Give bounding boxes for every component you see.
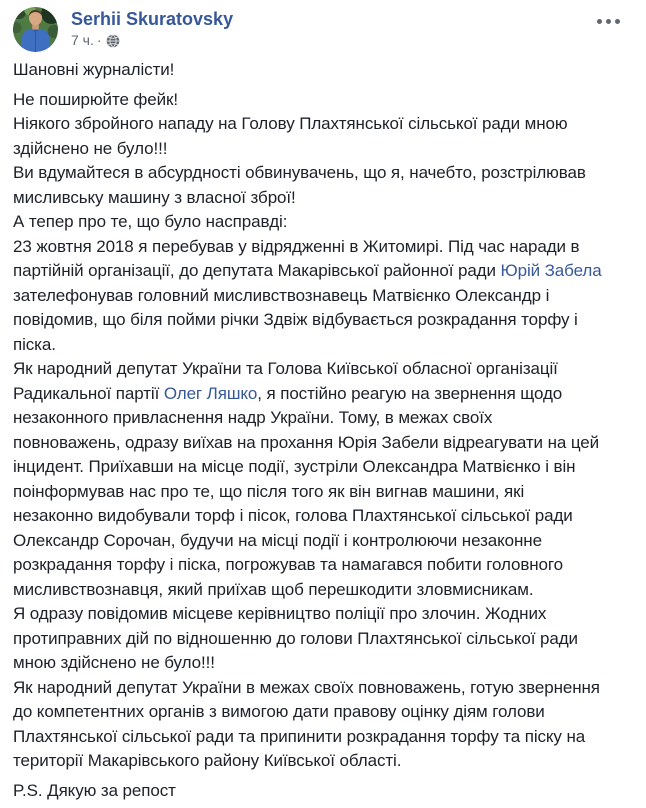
timestamp[interactable]: 7 ч. [71, 32, 94, 48]
text-line [13, 504, 640, 529]
text-line [13, 725, 640, 750]
text-segment: території Макарівського району Київської області. [13, 751, 402, 770]
text-segment: P.S. Дякую за репост [13, 780, 176, 800]
text-segment: розкрадання торфу і піска, погрожував та намагався побити головного [13, 555, 563, 574]
text-line [13, 112, 640, 137]
text-line [13, 578, 640, 603]
text-segment: А тепер про те, що було насправді: [13, 212, 288, 231]
text-segment: Я одразу повідомив місцеве керівництво поліції про злочин. Жодних [13, 604, 547, 623]
text-segment: партійній організації, до депутата Макарівської районної ради [13, 261, 501, 280]
more-options-icon [615, 19, 620, 24]
text-segment: Ви вдумайтеся в абсурдності обвинувачень, що я, начебто, розстрілював [13, 163, 586, 182]
text-line [13, 137, 640, 162]
text-segment: незаконно видобували торф і пісок, голова Плахтянської сільської ради [13, 506, 573, 525]
text-line [13, 651, 640, 676]
text-line [13, 431, 640, 456]
paragraph [13, 779, 640, 804]
more-options-icon [606, 19, 611, 24]
text-segment: Не поширюйте фейк! [13, 89, 179, 109]
text-line [13, 382, 640, 407]
text-line [13, 480, 640, 505]
text-line [13, 749, 640, 774]
text-segment: мисливську машину з власної зброї! [13, 187, 296, 207]
text-segment: , я постійно реагую на звернення щодо [257, 383, 563, 403]
text-line [13, 186, 640, 211]
paragraph [13, 88, 640, 774]
post-link[interactable]: Юрій Забела [500, 261, 602, 280]
text-line [13, 700, 640, 725]
text-line [13, 553, 640, 578]
author-name[interactable]: Serhii Skuratovsky [71, 9, 234, 29]
text-segment: Як народний депутат України та Голова Київської обласної організації [13, 359, 558, 378]
more-options-button[interactable] [595, 15, 622, 28]
text-segment: незаконного привласнення надр України. Тому, в межах своїх [13, 408, 493, 427]
text-segment: мною здійснено не було!!! [13, 653, 215, 672]
text-segment: повноважень, одразу виїхав на прохання Юрія Забели відреагувати на цей [13, 432, 600, 452]
text-segment: Олександр Сорочан, будучи на місці події і контролюючи незаконне [13, 530, 542, 550]
text-line [13, 284, 640, 309]
text-line [13, 88, 640, 113]
avatar[interactable] [13, 7, 58, 52]
text-line [13, 259, 640, 284]
post-text [13, 58, 640, 808]
text-segment: 23 жовтня 2018 я перебував у відрядженні в Житомирі. Під час наради в [13, 236, 580, 256]
text-line [13, 455, 640, 480]
text-line [13, 161, 640, 186]
text-line [13, 357, 640, 382]
text-line [13, 627, 640, 652]
text-segment: мисливствознавця, який приїхав щоб перешкодити зловмисникам. [13, 579, 534, 599]
text-line [13, 529, 640, 554]
text-segment: Шановні журналісти! [13, 60, 175, 79]
profile-photo [13, 7, 58, 52]
globe-icon [106, 34, 120, 48]
more-options-icon [597, 19, 602, 24]
text-line [13, 235, 640, 260]
text-segment: Як народний депутат України в межах своїх повноважень, готую звернення [13, 677, 600, 697]
post-link[interactable]: Олег Ляшко [163, 383, 258, 403]
text-segment: до компетентних органів з вимогою дати правову оцінку діям голови [13, 702, 545, 721]
text-line [13, 308, 640, 333]
text-line [13, 58, 640, 83]
text-segment: інцидент. Приїхавши на місце події, зустріли Олександра Матвієнко і він [13, 457, 576, 476]
text-line [13, 333, 640, 358]
meta-separator: · [96, 32, 102, 48]
text-segment: зателефонував головний мисливствознавець Матвієнко Олександр і [13, 285, 550, 305]
text-segment: здійснено не було!!! [13, 138, 168, 158]
text-line [13, 406, 640, 431]
post-meta[interactable] [71, 32, 233, 49]
text-segment: повідомив, що біля пойми річки Здвіж відбувається розкрадання торфу і [13, 310, 578, 329]
text-segment: піска. [13, 334, 56, 354]
text-segment: Радикальної партії [13, 383, 164, 403]
post-header [13, 7, 633, 53]
text-segment: поінформував нас про те, що після того як він вигнав машини, які [13, 481, 525, 501]
text-line [13, 602, 640, 627]
text-line [13, 779, 640, 804]
text-segment: протиправних дій по відношенню до голови Плахтянської сільської ради [13, 628, 578, 648]
text-line [13, 676, 640, 701]
paragraph [13, 58, 640, 83]
text-segment: Плахтянської сільської ради та припинити розкрадання торфу та піску на [13, 726, 586, 746]
header-info [71, 7, 233, 49]
text-segment: Ніякого збройного нападу на Голову Плахтянської сільської ради мною [13, 114, 568, 133]
text-line [13, 210, 640, 235]
